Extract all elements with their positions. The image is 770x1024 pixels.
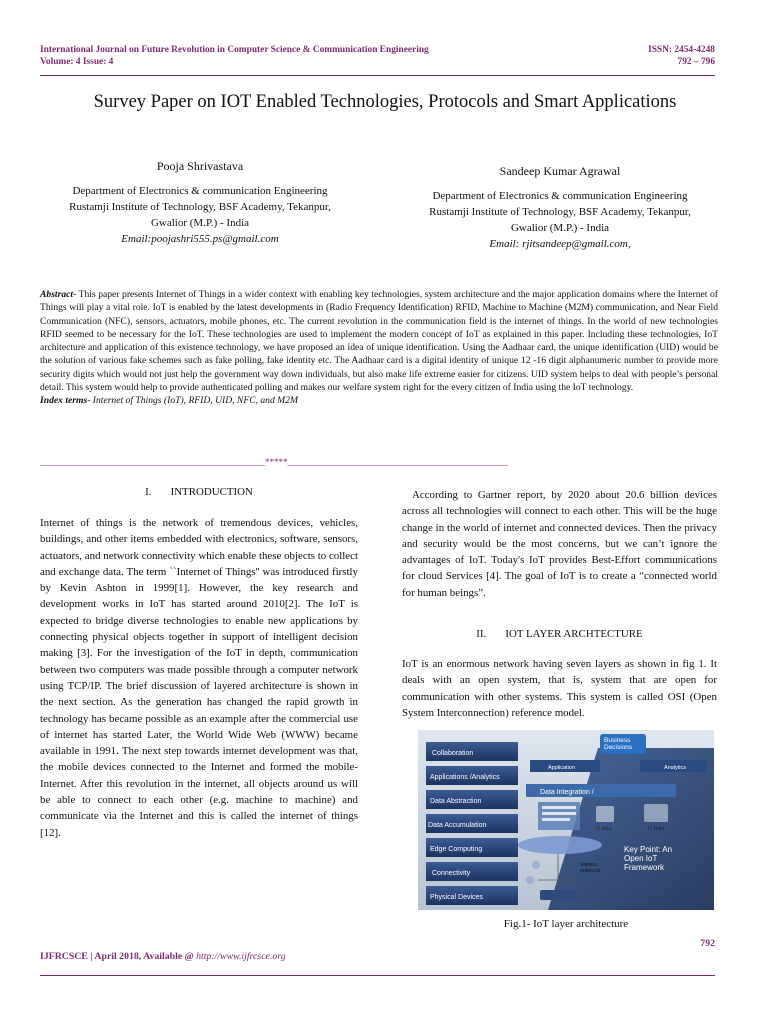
server-icon: [644, 804, 668, 822]
abstract-text: This paper presents Internet of Things in a wider context with enabling key technologies, system architecture and the major application domains where the Internet of Things will play a vital role. IoT is enabled by the latest developments in (Radio Frequency Identification) RFID, Machine to Machine (M2M) communication, and Near Field Communication (NFC), sensors, actuators, mobile phones, etc. The current revolution in the communication field is the internet of things. In the world of new technologies RFID seemed to be necessary for the IoT. These technologies are used to implement the modern concept of IoT as explained in this paper. Including these technologies, IoT architecture and application of this existence technology, we have proposed an idea of unique identification. Using the Aadhaar card, the unique identification (UID) would be the solution of various fake schemes such as fake polling, fake identity etc. The Aadhaar card is a digital identity of unique 12 -16 digit alphanumeric number to provide more security digits which would not just help the government way down individuals, but also make life extreme easier for citizens. UID system helps to deal with people’s personal detail. This system would help to provide authenticated polling and makes our welfare system right for the every citizen of India using the IoT technology.: [40, 289, 718, 394]
journal-volume: Volume: 4 Issue: 4: [40, 57, 114, 67]
header-rule: [40, 75, 715, 76]
author-1-email: Email:poojashri555.ps@gmail.com: [121, 233, 279, 245]
section-2-number: II.: [476, 628, 487, 640]
edge-ellipse: [518, 836, 602, 854]
abstract-label: Abstract-: [40, 289, 77, 300]
journal-pages: 792 – 796: [677, 57, 715, 67]
journal-issn-block: [648, 44, 715, 68]
right-paragraph-1: According to Gartner report, by 2020 about 20.6 billion devices across all technologies will connect to each other. This will be the huge change in the world of internet and connected devices. Then the privacy and security would be the most concerns, but we can’t ignore the advantages of IoT. Today's IoT provides Best-Effort communications for cloud Services [4]. The goal of IoT is to create a “connected world for human beings”.: [402, 489, 717, 599]
section-2-paragraph: IoT is an enormous network having seven layers as shown in fig 1. It deals with an open system, that is, system that are open for communication with other systems. This system is called OSI (Open System Interconnection) reference model.: [402, 658, 717, 719]
intro-paragraph: Internet of things is the network of tremendous devices, vehicles, buildings, and other items embedded with electronics, software, sensors, actuators, and network connectivity which enable these objects to collect and exchange data. The term ``Internet of Things'' was introduced firstly by Kevin Ashton in 1999[1]. However, the key research and development works in IoT has started around 2010[2]. The IoT is expected to bridge diverse technologies to enable new applications by connecting physical objects together in support of intelligent decision making [3]. For the investigation of the IoT in depth, communication between two computers was made possible through a computer network using TCP/IP. The brief discussion of layered architecture is shown in the next section. As the generation has changed the rapid growth in technology has became possible as an example after the commercial use of internet has started Later, the World Wide Web (WWW) became available in 1991. The next step towards internet development was that, the mobile devices connected to the Internet and formed the mobile-Internet. After this revolution in the internet, all objects around us will be able to connect to each other (e.g. machine to machine) and communicate via the Internet and this is called the internet of things [12].: [40, 517, 358, 839]
page-number: 792: [700, 938, 715, 949]
author-1-inst: Rustamji Institute of Technology, BSF Academy, Tekanpur,: [69, 201, 331, 213]
author-2-name: Sandeep Kumar Agrawal: [499, 164, 621, 178]
separator: __________________________________________________*****_________________________________________________: [40, 457, 508, 467]
various-protocols-label: Various protocols: [580, 862, 601, 874]
author-1-name: Pooja Shrivastava: [156, 159, 244, 173]
author-2-dept: Department of Electronics & communication Engineering: [432, 190, 688, 202]
key-point-label: Key Point: An Open IoT Framework: [624, 845, 673, 872]
section-2-title: IOT LAYER ARCHTECTURE: [505, 628, 643, 640]
section-2-heading: [402, 628, 717, 640]
footer-citation: [40, 951, 286, 962]
layer-edge-label: Edge Computing: [430, 846, 483, 853]
author-1-dept: Department of Electronics & communication Engineering: [72, 185, 328, 197]
author-2-location: Gwalior (M.P.) - India: [510, 222, 610, 234]
footer-rule: [40, 975, 715, 976]
index-terms-label: Index terms: [40, 395, 88, 407]
data-integration-label: Data Integration /: [540, 789, 594, 796]
it-data-label: IT data: [596, 826, 612, 832]
layer-connectivity-label: Connectivity: [432, 870, 471, 877]
author-2-email: Email: rjitsandeep@gmail.com,: [489, 238, 631, 250]
section-1-number: I.: [145, 486, 152, 498]
journal-url-link[interactable]: http://www.ijfrcsce.org: [196, 951, 286, 962]
layer-physical-label: Physical Devices: [430, 894, 483, 901]
it-data-2-label: IT Data: [648, 826, 665, 832]
business-decisions-label: Business Decisions: [604, 737, 633, 751]
layer-abstraction-label: Data Abstraction: [430, 798, 482, 805]
journal-header: [40, 44, 429, 68]
storage-icon: [596, 806, 614, 822]
layer-accumulation-label: Data Accumulation: [428, 822, 487, 829]
layer-applications-label: Applications /Analytics: [430, 774, 500, 781]
device-box: [540, 890, 576, 900]
footer-journal: IJFRCSCE | April 2018, Available @: [40, 951, 194, 962]
author-2: [400, 163, 720, 252]
figure-caption: Fig.1- IoT layer architecture: [503, 918, 629, 930]
application-label: Application: [548, 765, 575, 771]
author-1-location: Gwalior (M.P.) - India: [150, 217, 250, 229]
iot-layer-diagram: [418, 730, 714, 910]
section-1-title: INTRODUCTION: [170, 486, 253, 498]
journal-issn: ISSN: 2454-4248: [648, 45, 715, 55]
analytics-label: Analytics: [664, 765, 687, 771]
section-1-heading: [40, 486, 358, 498]
author-2-inst: Rustamji Institute of Technology, BSF Academy, Tekanpur,: [429, 206, 691, 218]
paper-title: Survey Paper on IOT Enabled Technologies, Protocols and Smart Applications: [93, 92, 677, 112]
iot-layer-figure: [418, 730, 714, 910]
abstract: [40, 288, 718, 408]
index-terms-text: - Internet of Things (IoT), RFID, UID, NFC, and M2M: [87, 395, 298, 407]
journal-name: International Journal on Future Revolution in Computer Science & Communication Engineering: [40, 45, 429, 55]
author-1: [40, 158, 360, 247]
layer-collaboration-label: Collaboration: [432, 750, 474, 757]
